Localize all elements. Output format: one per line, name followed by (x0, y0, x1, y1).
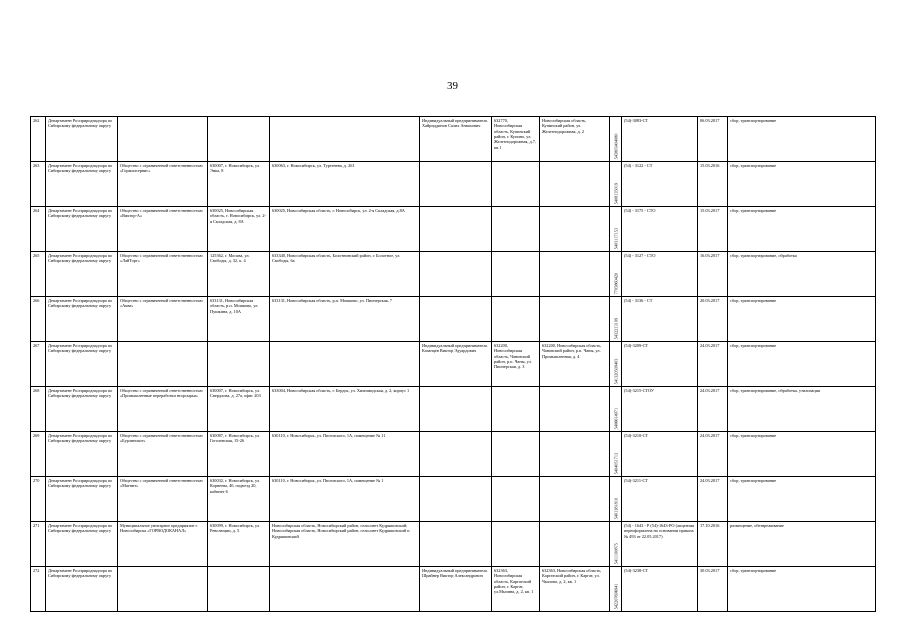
license-date-cell: 15.03.2017 (698, 207, 728, 252)
activity-address-cell: 633340, Новосибирская область, Болотнинский район, г. Болотное, ул. Свободы, 6а (270, 252, 420, 297)
license-date-cell: 17.10.2016 (698, 522, 728, 567)
organization-address-cell (208, 567, 270, 612)
license-date-cell: 30.03.2017 (698, 567, 728, 612)
activity-types-cell: размещение, обезвреживание (728, 522, 876, 567)
organization-address-cell: 630032, г. Новосибирск, ул. Корнеева, 40, подъезд 20, кабинет 6 (208, 477, 270, 522)
license-number-cell: (54)-3209-СТ (622, 342, 698, 387)
license-date-cell: 24.03.2017 (698, 342, 728, 387)
activity-types-cell: сбор, транспортирование (728, 477, 876, 522)
entrepreneur-address-cell (492, 432, 540, 477)
organization-name-cell: Общество с ограниченной ответственностью «Магнит» (118, 477, 208, 522)
inn-number-cell (610, 297, 622, 342)
organization-name-cell (118, 117, 208, 162)
entrepreneur-name-cell (420, 297, 492, 342)
organization-address-cell: 630099, г. Новосибирск, ул. Революции, д. 5 (208, 522, 270, 567)
row-number-cell: 266 (31, 297, 46, 342)
inn-number: 542207696941 (612, 583, 618, 609)
inn-number: 5411100875 (612, 542, 618, 564)
license-date-cell: 15.03.2016 (698, 162, 728, 207)
activity-address-cell: 633004, Новосибирская область, г. Бердск, ул. Химзаводская, д. 2, корпус 1 (270, 387, 420, 432)
license-date-cell: 24.03.2017 (698, 477, 728, 522)
entrepreneur-name-cell (420, 387, 492, 432)
table-row (31, 567, 876, 612)
activity-types-cell: сбор, транспортирование (728, 207, 876, 252)
activity-types-cell: сбор, транспортирование (728, 162, 876, 207)
licensing-authority-cell: Департамент Росприроднадзора по Сибирскому федеральному округу (46, 522, 118, 567)
entrepreneur-activity-address-cell: 632200, Новосибирская область, Чановский район, р.п. Чаны, ул. Промышленная, д. 4 (540, 342, 610, 387)
organization-name-cell: Муниципальное унитарное предприятие г. Новосибирска «ГОРВОДОКАНАЛ» (118, 522, 208, 567)
activity-types-cell: сбор, транспортирование, обработка, утилизация (728, 387, 876, 432)
row-number-cell: 270 (31, 477, 46, 522)
entrepreneur-activity-address-cell: Новосибирская область, Купинский район, ул. Железнодорожная, д. 2 (540, 117, 610, 162)
licensing-authority-cell: Департамент Росприроднадзора по Сибирскому федеральному округу (46, 387, 118, 432)
table-row (31, 477, 876, 522)
inn-number-cell (610, 207, 622, 252)
license-register-table (30, 116, 876, 612)
organization-name-cell (118, 567, 208, 612)
entrepreneur-activity-address-cell (540, 477, 610, 522)
table-row (31, 387, 876, 432)
row-number-cell: 263 (31, 162, 46, 207)
organization-address-cell: 630087, г. Новосибирск, ул. Гоголевская, 15-26 (208, 432, 270, 477)
activity-address-cell: 630063, г. Новосибирск, ул. Тургенева, д. 261 (270, 162, 420, 207)
row-number-cell: 262 (31, 117, 46, 162)
license-number-cell: (54) - 1643 - Р (54)-1643-РО (лицензия переоформлена на основании приказа № 493 от 22.05.2017) (622, 522, 698, 567)
entrepreneur-address-cell (492, 387, 540, 432)
activity-types-cell: сбор, транспортирование (728, 117, 876, 162)
activity-address-cell (270, 567, 420, 612)
activity-address-cell: 630110, г. Новосибирск, ул. Писемского, 1А, помещение № 1 (270, 477, 420, 522)
licensing-authority-cell: Департамент Росприроднадзора по Сибирскому федеральному округу (46, 342, 118, 387)
license-date-cell: 24.03.2017 (698, 387, 728, 432)
entrepreneur-activity-address-cell (540, 252, 610, 297)
organization-address-cell (208, 117, 270, 162)
organization-name-cell: Общество с ограниченной ответственностью «Бурлинское» (118, 432, 208, 477)
organization-name-cell (118, 342, 208, 387)
entrepreneur-name-cell (420, 162, 492, 207)
license-date-cell: 24.03.2017 (698, 432, 728, 477)
row-number-cell: 265 (31, 252, 46, 297)
activity-types-cell: сбор, транспортирование (728, 342, 876, 387)
inn-number: 5432213109 (612, 317, 618, 339)
activity-address-cell: 630110, г. Новосибирск, ул. Писемского, 1А, помещение № 11 (270, 432, 420, 477)
entrepreneur-name-cell (420, 207, 492, 252)
entrepreneur-name-cell: Индивидуальный предприниматель Хайриддинов Салих Анвахович (420, 117, 492, 162)
licensing-authority-cell: Департамент Росприроднадзора по Сибирскому федеральному округу (46, 477, 118, 522)
inn-number-cell (610, 432, 622, 477)
license-number-cell: (54)-3210-СТ (622, 432, 698, 477)
inn-number-cell (610, 387, 622, 432)
license-number-cell: (54)-3211-СТ (622, 477, 698, 522)
license-number-cell: (54)-3238-СТ (622, 567, 698, 612)
license-date-cell: 16.03.2017 (698, 252, 728, 297)
entrepreneur-address-cell (492, 522, 540, 567)
organization-address-cell: 630007, г. Новосибирск, ул. Свердлова, д. 27а, офис 203 (208, 387, 270, 432)
activity-types-cell: сбор, транспортирование, обработка (728, 252, 876, 297)
row-number-cell: 269 (31, 432, 46, 477)
organization-name-cell: Общество с ограниченной ответственностью «Промышленные переработки вторсырья» (118, 387, 208, 432)
inn-number: 7705860420 (612, 272, 618, 294)
entrepreneur-address-cell (492, 252, 540, 297)
organization-name-cell: Общество с ограниченной ответственностью «Виктор-А» (118, 207, 208, 252)
activity-address-cell: Новосибирская область, Новосибирский район, сельсовет Кудряшовский; Новосибирская область, Новосибирский район, сельсовет Кудряшовский п. Кудряшовский (270, 522, 420, 567)
activity-address-cell (270, 117, 420, 162)
entrepreneur-address-cell (492, 207, 540, 252)
inn-number: 5406614971 (612, 407, 618, 429)
licensing-authority-cell: Департамент Росприроднадзора по Сибирскому федеральному округу (46, 162, 118, 207)
organization-name-cell: Общество с ограниченной ответственностью «Аква» (118, 297, 208, 342)
table-row (31, 297, 876, 342)
license-number-cell: (54) - 3136 - СТ (622, 297, 698, 342)
organization-address-cell: 630007, г. Новосибирск, ул. Энка, 8 (208, 162, 270, 207)
licensing-authority-cell: Департамент Росприроднадзора по Сибирскому федеральному округу (46, 432, 118, 477)
licensing-authority-cell: Департамент Росприроднадзора по Сибирскому федеральному округу (46, 252, 118, 297)
table-row (31, 252, 876, 297)
table-row (31, 162, 876, 207)
license-number-cell: (54) - 3122 - СТ (622, 162, 698, 207)
table-row (31, 342, 876, 387)
table-row (31, 117, 876, 162)
organization-address-cell: 633131, Новосибирская область, р.п. Мошково, ул. Пушкина, д. 10А (208, 297, 270, 342)
row-number-cell: 272 (31, 567, 46, 612)
entrepreneur-address-cell (492, 162, 540, 207)
organization-address-cell: 630025, Новосибирская область, г. Новосибирск, ул. 2-я Складская, д. 8А (208, 207, 270, 252)
activity-types-cell: сбор, транспортирование (728, 432, 876, 477)
activity-address-cell (270, 342, 420, 387)
row-number-cell: 268 (31, 387, 46, 432)
licensing-authority-cell: Департамент Росприроднадзора по Сибирскому федеральному округу (46, 567, 118, 612)
entrepreneur-address-cell: 632200, Новосибирская область, Чановский район, р.п. Чаны, ул. Пионерская, д. 3 (492, 342, 540, 387)
entrepreneur-activity-address-cell (540, 522, 610, 567)
row-number-cell: 271 (31, 522, 46, 567)
license-date-cell: 20.03.2017 (698, 297, 728, 342)
inn-number-cell (610, 567, 622, 612)
activity-types-cell: сбор, транспортирование (728, 297, 876, 342)
activity-types-cell: сбор, транспортирование (728, 567, 876, 612)
inn-number: 5401381810 (612, 497, 618, 519)
entrepreneur-name-cell (420, 432, 492, 477)
license-number-cell: (54) - 3175 - СТО (622, 207, 698, 252)
entrepreneur-activity-address-cell (540, 297, 610, 342)
inn-number-cell (610, 522, 622, 567)
row-number-cell: 264 (31, 207, 46, 252)
entrepreneur-address-cell (492, 477, 540, 522)
license-date-cell: 06.03.2017 (698, 117, 728, 162)
inn-number: 5403117153 (612, 227, 618, 249)
inn-number-cell (610, 252, 622, 297)
entrepreneur-name-cell: Индивидуальный предприниматель Казанцев Виктор Эдуардович (420, 342, 492, 387)
licensing-authority-cell: Департамент Росприроднадзора по Сибирскому федеральному округу (46, 207, 118, 252)
license-number-cell: (54) - 3127 - СТО (622, 252, 698, 297)
inn-number: 543803404080 (612, 133, 618, 159)
inn-number: 5408135019 (612, 182, 618, 204)
inn-number-cell (610, 342, 622, 387)
organization-name-cell: Общество с ограниченной ответственностью «ЛайТорг» (118, 252, 208, 297)
inn-number: 5404051713 (612, 452, 618, 474)
entrepreneur-address-cell: 632363, Новосибирская область, Каргатский район, г. Каргат, ул.Мызина, д. 2, кв. 1 (492, 567, 540, 612)
organization-address-cell: 125362, г. Москва, ул. Свободы, д. 32, к. 4 (208, 252, 270, 297)
entrepreneur-activity-address-cell (540, 207, 610, 252)
page-number: 39 (447, 80, 458, 92)
inn-number: 541320509403 (612, 358, 618, 384)
inn-number-cell (610, 162, 622, 207)
entrepreneur-name-cell (420, 522, 492, 567)
entrepreneur-activity-address-cell: 632363, Новосибирская область, Каргатский район, г. Каргат, ул. Чкалова, д. 2, кв. 1 (540, 567, 610, 612)
entrepreneur-name-cell: Индивидуальный предприниматель Шрайнер Виктор Александрович (420, 567, 492, 612)
inn-number-cell (610, 117, 622, 162)
table-row (31, 432, 876, 477)
row-number-cell: 267 (31, 342, 46, 387)
license-number-cell: (54)-3083-СТ (622, 117, 698, 162)
activity-address-cell: 630025, Новосибирская область, г. Новосибирск, ул. 2-я Складская, д.8А (270, 207, 420, 252)
organization-address-cell (208, 342, 270, 387)
license-number-cell: (54)-3215-СТОУ (622, 387, 698, 432)
organization-name-cell: Общество с ограниченной ответственностью «Горжилсервис» (118, 162, 208, 207)
licensing-authority-cell: Департамент Росприроднадзора по Сибирскому федеральному округу (46, 117, 118, 162)
licensing-authority-cell: Департамент Росприроднадзора по Сибирскому федеральному округу (46, 297, 118, 342)
entrepreneur-activity-address-cell (540, 162, 610, 207)
table-row (31, 207, 876, 252)
activity-address-cell: 633131, Новосибирская область, р.п. Мошково, ул. Пионерская, 7 (270, 297, 420, 342)
inn-number-cell (610, 477, 622, 522)
table-row (31, 522, 876, 567)
entrepreneur-address-cell: 632770, Новосибирская область, Купинский район, г. Купино, ул. Железнодорожная, д.7, кв.1 (492, 117, 540, 162)
entrepreneur-activity-address-cell (540, 432, 610, 477)
entrepreneur-name-cell (420, 252, 492, 297)
entrepreneur-name-cell (420, 477, 492, 522)
entrepreneur-address-cell (492, 297, 540, 342)
entrepreneur-activity-address-cell (540, 387, 610, 432)
